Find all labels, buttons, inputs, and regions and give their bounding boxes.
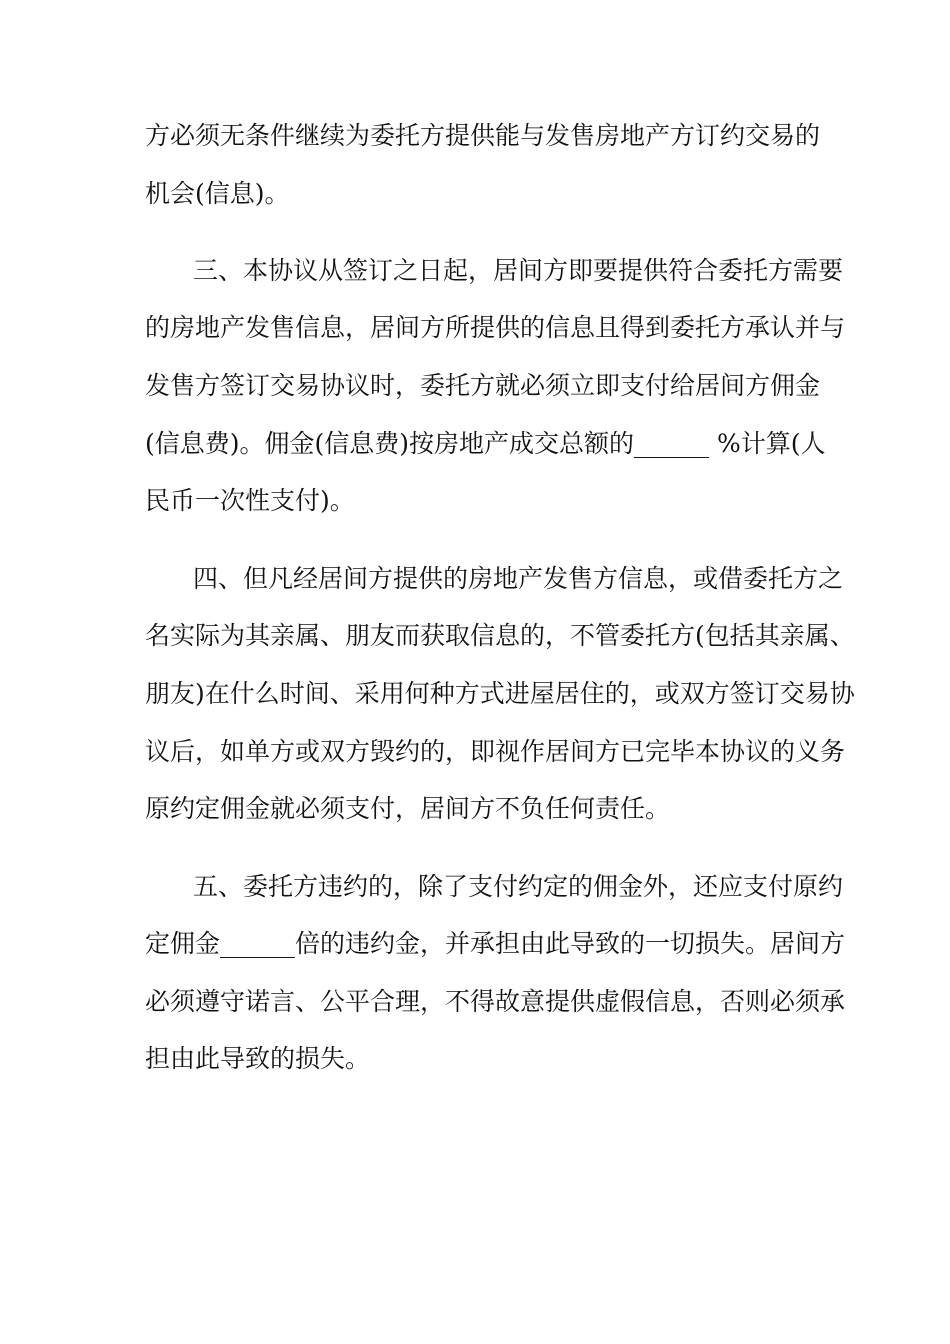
clause-4-line-3: 朋友)在什么时间、采用何种方式进屋居住的，或双方签订交易协 [145, 679, 855, 708]
clause-4-line-1: 四、但凡经居间方提供的房地产发售方信息，或借委托方之 [193, 564, 844, 593]
clause-3-line-4: (信息费)。佣金(信息费)按房地产成交总额的______ %计算(人 [145, 429, 826, 458]
clause-3-line-2: 的房地产发售信息，居间方所提供的信息且得到委托方承认并与 [145, 313, 846, 342]
clause-3-line-1: 三、本协议从签订之日起，居间方即要提供符合委托方需要 [193, 256, 844, 285]
clause-5-line-2: 定佣金______倍的违约金，并承担由此导致的一切损失。居间方 [145, 929, 846, 958]
clause-3-line-3: 发售方签订交易协议时，委托方就必须立即支付给居间方佣金 [145, 371, 821, 400]
clause-5-line-1: 五、委托方违约的，除了支付约定的佣金外，还应支付原约 [193, 872, 844, 901]
paragraph-2-line-2: 机会(信息)。 [145, 179, 290, 208]
clause-4-line-4: 议后，如单方或双方毁约的，即视作居间方已完毕本协议的义务 [145, 737, 846, 766]
clause-4-line-2: 名实际为其亲属、朋友而获取信息的，不管委托方(包括其亲属、 [145, 621, 855, 650]
clause-3-line-5: 民币一次性支付)。 [145, 486, 355, 515]
clause-5-line-3: 必须遵守诺言、公平合理，不得故意提供虚假信息，否则必须承 [145, 987, 846, 1016]
clause-4-line-5: 原约定佣金就必须支付，居间方不负任何责任。 [145, 794, 671, 823]
clause-5-line-4: 担由此导致的损失。 [145, 1044, 371, 1073]
paragraph-2-line-1: 方必须无条件继续为委托方提供能与发售房地产方订约交易的 [145, 121, 821, 150]
